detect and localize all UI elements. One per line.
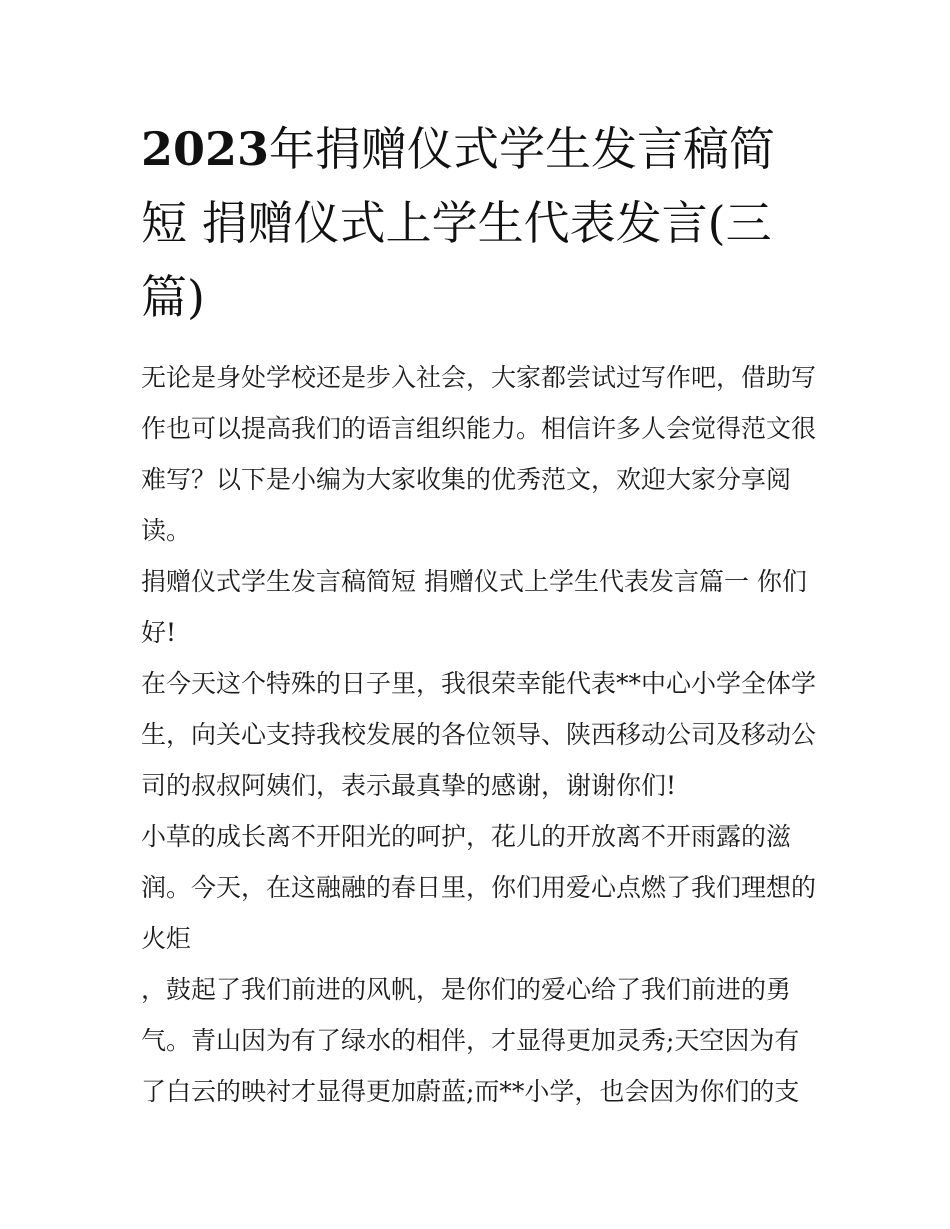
title-year: 2023 (141, 122, 270, 176)
paragraph-thanks: 在今天这个特殊的日子里，我很荣幸能代表**中心小学全体学生，向关心支持我校发展的各位领导、陕西移动公司及移动公司的叔叔阿姨们，表示最真挚的感谢，谢谢你们! (141, 669, 817, 800)
paragraph-intro: 无论是身处学校还是步入社会，大家都尝试过写作吧，借助写作也可以提高我们的语言组织能力。相信许多人会觉得范文很难写？以下是小编为大家收集的优秀范文，欢迎大家分享阅读。 (141, 363, 817, 545)
paragraph-heading: 捐赠仪式学生发言稿简短 捐赠仪式上学生代表发言篇一 你们好! (141, 567, 807, 647)
document-body (141, 352, 821, 1117)
title-text: 年捐赠仪式学生发言稿简短 捐赠仪式上学生代表发言(三篇) (141, 122, 776, 324)
document-title (141, 112, 821, 334)
paragraph-courage: ，鼓起了我们前进的风帆，是你们的爱心给了我们前进的勇气。青山因为有了绿水的相伴，才显得更加灵秀;天空因为有了白云的映衬才显得更加蔚蓝;而**小学，也会因为你们的支 (141, 975, 800, 1106)
paragraph-growth: 小草的成长离不开阳光的呵护，花儿的开放离不开雨露的滋润。今天，在这融融的春日里，你们用爱心点燃了我们理想的火炬 (141, 822, 817, 953)
